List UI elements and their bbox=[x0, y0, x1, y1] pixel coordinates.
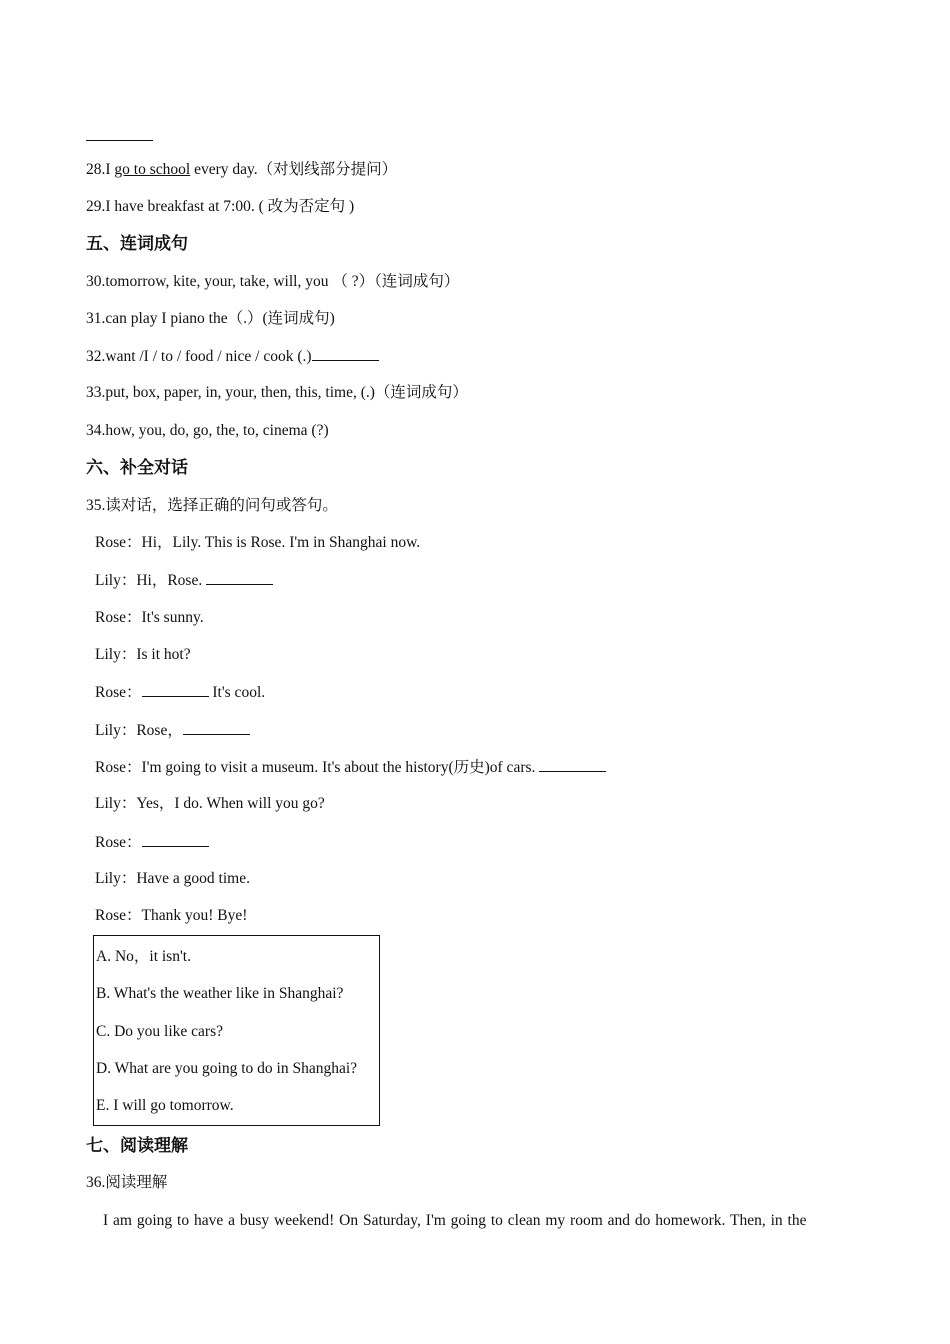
dialog-line: Rose： bbox=[95, 832, 209, 853]
section-heading-6: 六、补全对话 bbox=[86, 458, 188, 478]
dialog-line: Rose：I'm going to visit a museum. It's about the history(历史)of cars. bbox=[95, 757, 606, 778]
question-28: 28.I go to school every day.（对划线部分提问） bbox=[86, 161, 398, 178]
answer-blank bbox=[539, 757, 606, 772]
question-34: 34.how, you, do, go, the, to, cinema (?) bbox=[86, 422, 329, 439]
answer-blank bbox=[206, 570, 273, 585]
question-30: 30.tomorrow, kite, your, take, will, you （ ?）（连词成句） bbox=[86, 273, 460, 290]
dialog-line: Lily：Rose， bbox=[95, 720, 250, 741]
underlined-phrase: go to school bbox=[114, 161, 191, 178]
option-c: C. Do you like cars? bbox=[96, 1023, 223, 1040]
question-32: 32.want /I / to / food / nice / cook (.) bbox=[86, 346, 379, 367]
option-e: E. I will go tomorrow. bbox=[96, 1097, 234, 1114]
dialog-line: Rose： It's cool. bbox=[95, 684, 266, 701]
options-box bbox=[93, 935, 380, 1126]
dialog-line: Lily：Is it hot? bbox=[95, 646, 191, 663]
dialog-line: Lily：Yes，I do. When will you go? bbox=[95, 795, 325, 812]
dialog-line: Lily：Hi，Rose. bbox=[95, 570, 273, 591]
answer-blank bbox=[312, 346, 379, 361]
answer-blank bbox=[183, 720, 250, 735]
dialog-line: Lily：Have a good time. bbox=[95, 870, 250, 887]
answer-blank bbox=[142, 682, 209, 697]
reading-passage: I am going to have a busy weekend! On Saturday, I'm going to clean my room and do homework. Then, in the bbox=[103, 1212, 807, 1229]
section-heading-5: 五、连词成句 bbox=[86, 234, 188, 254]
option-b: B. What's the weather like in Shanghai? bbox=[96, 985, 344, 1002]
question-31: 31.can play I piano the（.）(连词成句) bbox=[86, 310, 335, 327]
question-29: 29.I have breakfast at 7:00. ( 改为否定句 ) bbox=[86, 198, 355, 215]
question-33: 33.put, box, paper, in, your, then, this, time, (.)（连词成句） bbox=[86, 384, 468, 401]
option-d: D. What are you going to do in Shanghai? bbox=[96, 1060, 358, 1077]
dialog-line: Rose：Thank you! Bye! bbox=[95, 907, 248, 924]
answer-blank-line bbox=[86, 140, 153, 141]
question-35: 35.读对话，选择正确的问句或答句。 bbox=[86, 497, 338, 514]
option-a: A. No，it isn't. bbox=[96, 948, 191, 965]
dialog-line: Rose：It's sunny. bbox=[95, 609, 204, 626]
section-heading-7: 七、阅读理解 bbox=[86, 1136, 188, 1156]
answer-blank bbox=[142, 832, 209, 847]
dialog-line: Rose：Hi，Lily. This is Rose. I'm in Shanghai now. bbox=[95, 534, 421, 551]
question-36: 36.阅读理解 bbox=[86, 1174, 168, 1191]
